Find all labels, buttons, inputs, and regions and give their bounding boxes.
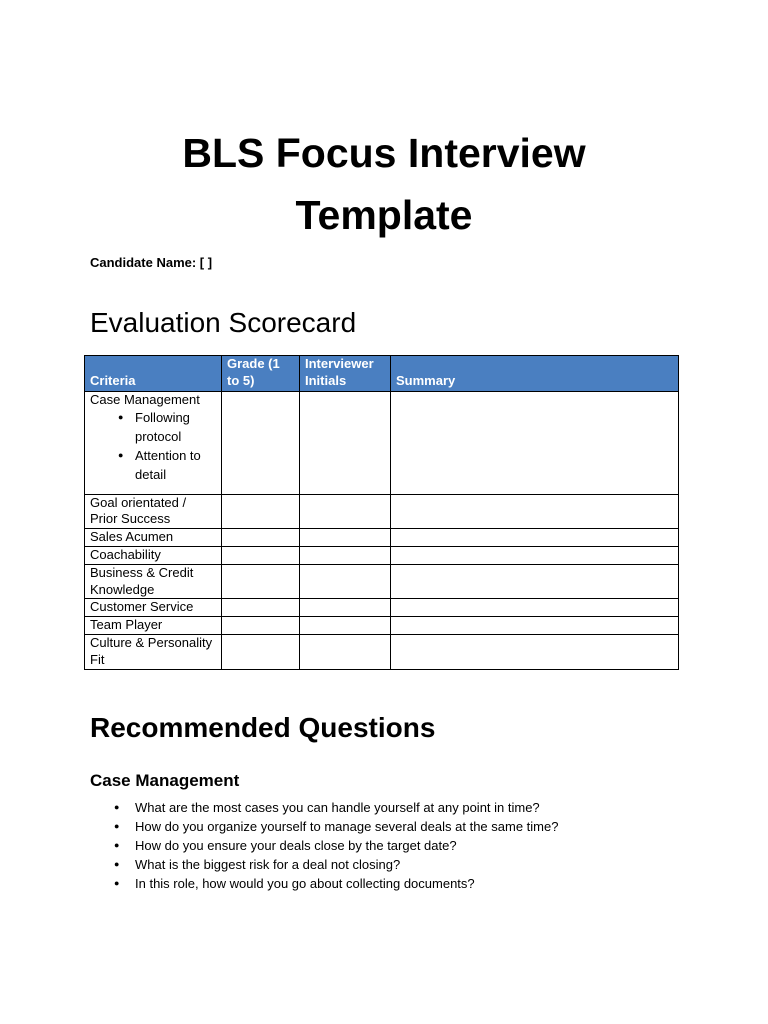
table-row xyxy=(85,494,679,529)
grade-cell[interactable] xyxy=(222,391,300,494)
section-heading-case-management: Case Management xyxy=(90,771,240,790)
criteria-cell: Goal orientated / Prior Success xyxy=(85,494,222,529)
criteria-cell: Customer Service xyxy=(85,599,222,617)
criteria-cell: Coachability xyxy=(85,546,222,564)
initials-cell[interactable] xyxy=(300,564,391,599)
summary-cell[interactable] xyxy=(391,494,679,529)
grade-cell[interactable] xyxy=(222,634,300,669)
evaluation-heading: Evaluation Scorecard xyxy=(90,307,357,338)
grade-cell[interactable] xyxy=(222,617,300,635)
summary-cell[interactable] xyxy=(391,599,679,617)
summary-cell[interactable] xyxy=(391,634,679,669)
criteria-bullet: ● Following protocol xyxy=(118,408,216,446)
title-line-2: Template xyxy=(295,192,473,238)
initials-cell[interactable] xyxy=(300,634,391,669)
question-list xyxy=(90,798,558,893)
table-header-row xyxy=(85,356,679,392)
recommended-questions-heading: Recommended Questions xyxy=(90,712,436,743)
summary-cell[interactable] xyxy=(391,546,679,564)
table-row xyxy=(85,617,679,635)
criteria-cell: Culture & Personality Fit xyxy=(85,634,222,669)
table-row xyxy=(85,599,679,617)
table-row xyxy=(85,391,679,494)
list-item: ● What is the biggest risk for a deal not closing? xyxy=(90,855,558,874)
table-row xyxy=(85,546,679,564)
initials-cell[interactable] xyxy=(300,529,391,547)
document-title xyxy=(0,122,768,246)
title-line-1: BLS Focus Interview xyxy=(182,130,586,176)
grade-cell[interactable] xyxy=(222,546,300,564)
header-criteria: Criteria xyxy=(85,356,222,392)
list-item: ● How do you organize yourself to manage several deals at the same time? xyxy=(90,817,558,836)
initials-cell[interactable] xyxy=(300,617,391,635)
table-row xyxy=(85,634,679,669)
table-row xyxy=(85,529,679,547)
header-summary: Summary xyxy=(391,356,679,392)
grade-cell[interactable] xyxy=(222,599,300,617)
criteria-cell xyxy=(85,391,222,494)
criteria-label: Case Management xyxy=(90,391,200,407)
grade-cell[interactable] xyxy=(222,529,300,547)
header-interviewer-initials: Interviewer Initials xyxy=(300,356,391,392)
header-grade: Grade (1 to 5) xyxy=(222,356,300,392)
list-item: ● What are the most cases you can handle yourself at any point in time? xyxy=(90,798,558,817)
criteria-cell: Sales Acumen xyxy=(85,529,222,547)
initials-cell[interactable] xyxy=(300,599,391,617)
initials-cell[interactable] xyxy=(300,391,391,494)
summary-cell[interactable] xyxy=(391,564,679,599)
summary-cell[interactable] xyxy=(391,617,679,635)
criteria-cell: Team Player xyxy=(85,617,222,635)
summary-cell[interactable] xyxy=(391,529,679,547)
evaluation-scorecard-table xyxy=(84,355,679,670)
candidate-name-label: Candidate Name: [ ] xyxy=(90,255,213,270)
grade-cell[interactable] xyxy=(222,494,300,529)
criteria-cell: Business & Credit Knowledge xyxy=(85,564,222,599)
list-item: ● In this role, how would you go about collecting documents? xyxy=(90,874,558,893)
initials-cell[interactable] xyxy=(300,546,391,564)
grade-cell[interactable] xyxy=(222,564,300,599)
list-item: ● How do you ensure your deals close by the target date? xyxy=(90,836,558,855)
initials-cell[interactable] xyxy=(300,494,391,529)
criteria-bullets xyxy=(90,408,216,484)
summary-cell[interactable] xyxy=(391,391,679,494)
table-row xyxy=(85,564,679,599)
criteria-bullet: ● Attention to detail xyxy=(118,446,216,484)
